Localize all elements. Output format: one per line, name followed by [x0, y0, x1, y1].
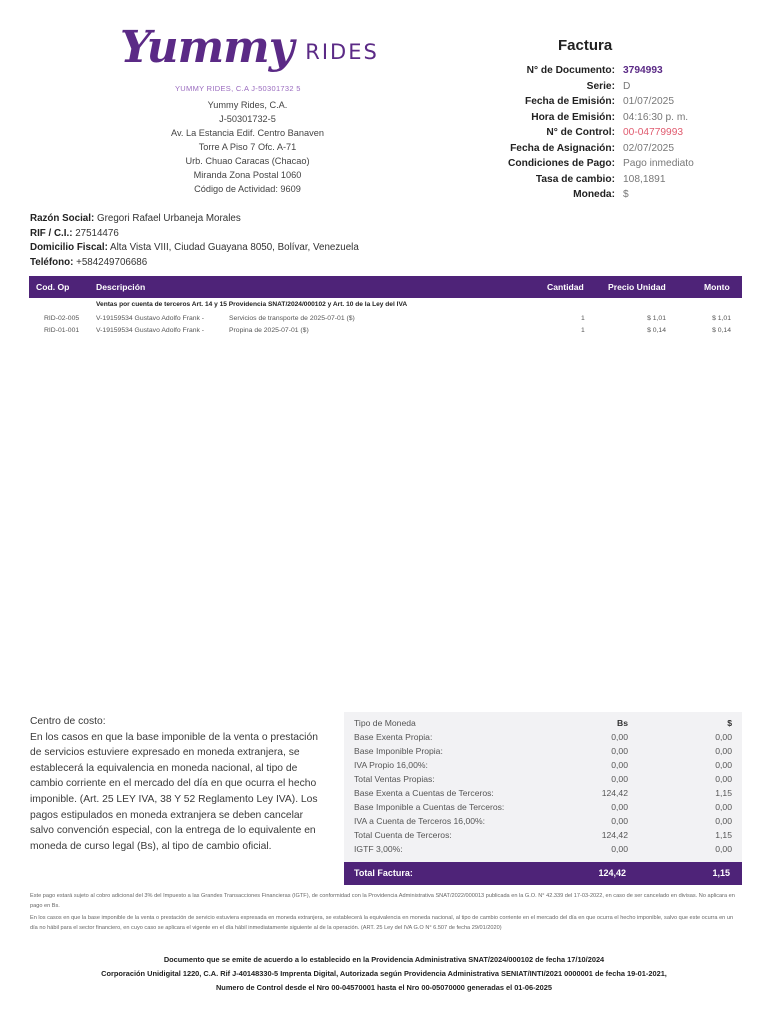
col-monto: Monto: [704, 282, 730, 292]
company-address: [130, 98, 365, 196]
client-rif-value: 27514476: [75, 227, 119, 239]
totals-row: [354, 732, 734, 746]
field-label: Condiciones de Pago:: [508, 158, 615, 169]
totals-label: Base Imponible Propia:: [354, 746, 443, 756]
totals-label: Total Cuenta de Terceros:: [354, 830, 452, 840]
client-domicilio: [30, 241, 359, 256]
client-rif: [30, 227, 359, 242]
company-logo: [120, 22, 379, 73]
client-razon-label: Razón Social:: [30, 213, 95, 224]
field-value: D: [623, 80, 631, 92]
logo-rides: RIDES: [305, 40, 379, 64]
totals-header-usd: $: [727, 718, 732, 728]
totals-usd: 0,00: [715, 760, 732, 770]
totals-bs: 0,00: [611, 732, 628, 742]
field-moneda: [476, 187, 694, 203]
totals-label: Base Exenta a Cuentas de Terceros:: [354, 788, 494, 798]
row-precio: $ 1,01: [647, 315, 666, 322]
row-desc: Propina de 2025-07-01 ($): [229, 327, 309, 334]
invoice-title: Factura: [558, 37, 613, 54]
row-desc: Servicios de transporte de 2025-07-01 ($): [229, 315, 355, 322]
field-value: Pago inmediato: [623, 158, 694, 169]
totals-usd: 0,00: [715, 732, 732, 742]
company-line: Urb. Chuao Caracas (Chacao): [185, 156, 310, 166]
field-label: Fecha de Emisión:: [524, 96, 615, 107]
field-value: 00-04779993: [623, 127, 684, 138]
totals-row: [354, 830, 734, 844]
totals-header-label: Tipo de Moneda: [354, 718, 416, 728]
company-line: Miranda Zona Postal 1060: [193, 170, 302, 180]
field-value: $: [623, 189, 629, 200]
totals-bs: 0,00: [611, 802, 628, 812]
client-razon: [30, 212, 359, 227]
field-label: N° de Control:: [546, 127, 615, 138]
col-cod-op: Cod. Op: [36, 282, 70, 292]
company-line: Torre A Piso 7 Ofc. A-71: [198, 142, 297, 152]
company-line: Código de Actividad: 9609: [194, 184, 301, 194]
totals-row: [354, 760, 734, 774]
row-cant: 1: [581, 327, 585, 334]
field-tasa: [476, 172, 694, 188]
totals-bs: 0,00: [611, 774, 628, 784]
totals-row: [354, 746, 734, 760]
total-factura-bar: [344, 862, 742, 885]
field-value: 3794993: [623, 65, 663, 76]
field-fecha-asignacion: [476, 141, 694, 157]
totals-bs: 0,00: [611, 816, 628, 826]
totals-label: IVA Propio 16,00%:: [354, 760, 428, 770]
field-value: 108,1891: [623, 173, 666, 185]
totals-bs: 0,00: [611, 746, 628, 756]
footer-line: Documento que se emite de acuerdo a lo establecido en la Providencia Administrativa SNAT/2024/000102 de fecha 17/10/2024: [163, 955, 605, 964]
field-value: 04:16:30 p. m.: [623, 111, 689, 123]
fine-print-igtf: Este pago estará sujeto al cobro adicional del 3% del Impuesto a las Grandes Transacciones Financieras (IGTF), de conformidad con la Providencia Administrativa SNAT/2022/000013 publicada en la G.O. N° 42.339 del 17-03-2022, en caso de ser cancelado en divisas. No aplicara en pago en Bs.: [30, 893, 735, 909]
invoice-fields: [476, 63, 694, 203]
field-hora-emision: [476, 110, 694, 126]
totals-row: [354, 774, 734, 788]
col-descripcion: Descripción: [96, 282, 146, 292]
field-serie: [476, 79, 694, 95]
client-telefono: [30, 256, 359, 271]
field-label: N° de Documento:: [526, 65, 615, 76]
row-cod: RID-01-001: [44, 327, 80, 334]
client-rif-label: RIF / C.I.:: [30, 227, 73, 239]
field-value: 01/07/2025: [623, 96, 674, 107]
centro-costo-text: Centro de costo: En los casos en que la base imponible de la venta o prestación de servicios estuviere expresado en moneda extranjera, se establecerá la equivalencia en moneda nacional, al tipo de cambio corriente en el mercado del día en que ocurra el hecho imponible. (Art. 25 LEY IVA, 38 Y 52 Reglamento Ley IVA). Los pagos estipulados en moneda extranjera se deben cancelar salvo convención especial, con la entrega de lo equivalente en moneda de curso legal (Bs), al tipo de cambio oficial.: [30, 716, 318, 852]
row-monto: $ 1,01: [712, 315, 731, 322]
totals-usd: 0,00: [715, 774, 732, 784]
col-precio-unidad: Precio Unidad: [608, 282, 666, 292]
row-cant: 1: [581, 315, 585, 322]
totals-header-bs: Bs: [617, 718, 628, 728]
totals-header: [354, 718, 734, 732]
items-note: Ventas por cuenta de terceros Art. 14 y 15 Providencia SNAT/2024/000102 y Art. 10 de la Ley del IVA: [96, 301, 408, 308]
field-value: 02/07/2025: [623, 142, 674, 154]
table-row: [29, 315, 742, 327]
totals-label: Base Imponible a Cuentas de Terceros:: [354, 802, 505, 812]
company-line: Yummy Rides, C.A.: [207, 100, 288, 110]
totals-bs: 0,00: [611, 844, 628, 854]
company-line: J-50301732-5: [219, 114, 276, 124]
row-monto: $ 0,14: [712, 327, 731, 334]
client-telefono-label: Teléfono:: [30, 256, 74, 268]
field-label: Fecha de Asignación:: [510, 142, 615, 154]
field-condiciones: [476, 156, 694, 172]
totals-bs: 124,42: [601, 788, 628, 798]
totals-row: [354, 802, 734, 816]
totals-bs: 0,00: [611, 760, 628, 770]
totals-bs: 124,42: [601, 830, 628, 840]
totals-usd: 0,00: [715, 816, 732, 826]
company-line: Av. La Estancia Edif. Centro Banaven: [171, 128, 324, 138]
client-razon-value: Gregori Rafael Urbaneja Morales: [96, 213, 241, 224]
totals-label: IGTF 3,00%:: [354, 844, 403, 854]
totals-row: [354, 788, 734, 802]
client-domicilio-label: Domicilio Fiscal:: [30, 242, 108, 253]
client-telefono-value: +584249706686: [76, 256, 148, 268]
row-precio: $ 0,14: [647, 327, 666, 334]
field-fecha-emision: [476, 94, 694, 110]
field-documento: [476, 63, 694, 79]
field-label: Tasa de cambio:: [535, 173, 615, 185]
col-cantidad: Cantidad: [547, 282, 584, 292]
total-factura-bs: 124,42: [598, 868, 626, 878]
footer-line: Corporación Unidigital 1220, C.A. Rif J-40148330-5 Imprenta Digital, Autorizada según Providencia Administrativa SENIAT/INTI/2021 0000001 de fecha 19-01-2021,: [101, 968, 667, 978]
row-cod: RID-02-005: [44, 315, 80, 322]
totals-label: Base Exenta Propia:: [354, 732, 433, 742]
totals-row: [354, 816, 734, 830]
footer-line: Numero de Control desde el Nro 00-04570001 hasta el Nro 00-05070000 generadas el 01-06-2025: [215, 982, 553, 992]
client-info: [30, 212, 359, 270]
row-provider: V-19159534 Gustavo Adolfo Frank -: [96, 327, 205, 334]
totals-label: IVA a Cuenta de Terceros 16,00%:: [354, 816, 486, 826]
logo-tagline: YUMMY RIDES, C.A J-50301732 5: [175, 84, 301, 93]
totals-usd: 1,15: [715, 830, 732, 840]
legal-footer: [60, 953, 708, 994]
field-label: Moneda:: [573, 189, 615, 200]
items-table-header: [29, 276, 742, 298]
totals-usd: 0,00: [715, 746, 732, 756]
client-domicilio-value: Alta Vista VIII, Ciudad Guayana 8050, Bolívar, Venezuela: [110, 242, 359, 253]
total-factura-label: Total Factura:: [354, 868, 413, 878]
totals-label: Total Ventas Propias:: [354, 774, 435, 784]
logo-script: Yummy: [120, 22, 294, 73]
totals-row: [354, 844, 734, 858]
fine-print-equivalencia: En los casos en que la base imponible de la venta o prestación de servicio estuviera expresada en moneda extranjera, se establecerá la equivalencia en moneda nacional, al tipo de cambio corriente en el mercado del día en que ocurra el hecho imponible, salvo que este ocurra en un día no hábil para el sector financiero, en cuyo caso se aplicara el vigente en el día hábil inmediatamente siguiente al de la operación. (ART. 25 Ley del IVA G.O N° 6.507 de fecha 29/01/2020): [30, 915, 734, 931]
field-control: [476, 125, 694, 141]
totals-usd: 1,15: [715, 788, 732, 798]
field-label: Serie:: [586, 80, 615, 92]
table-row: [29, 327, 742, 339]
totals-usd: 0,00: [715, 802, 732, 812]
total-factura-usd: 1,15: [712, 868, 730, 878]
row-provider: V-19159534 Gustavo Adolfo Frank -: [96, 315, 205, 322]
field-label: Hora de Emisión:: [531, 111, 615, 123]
totals-usd: 0,00: [715, 844, 732, 854]
